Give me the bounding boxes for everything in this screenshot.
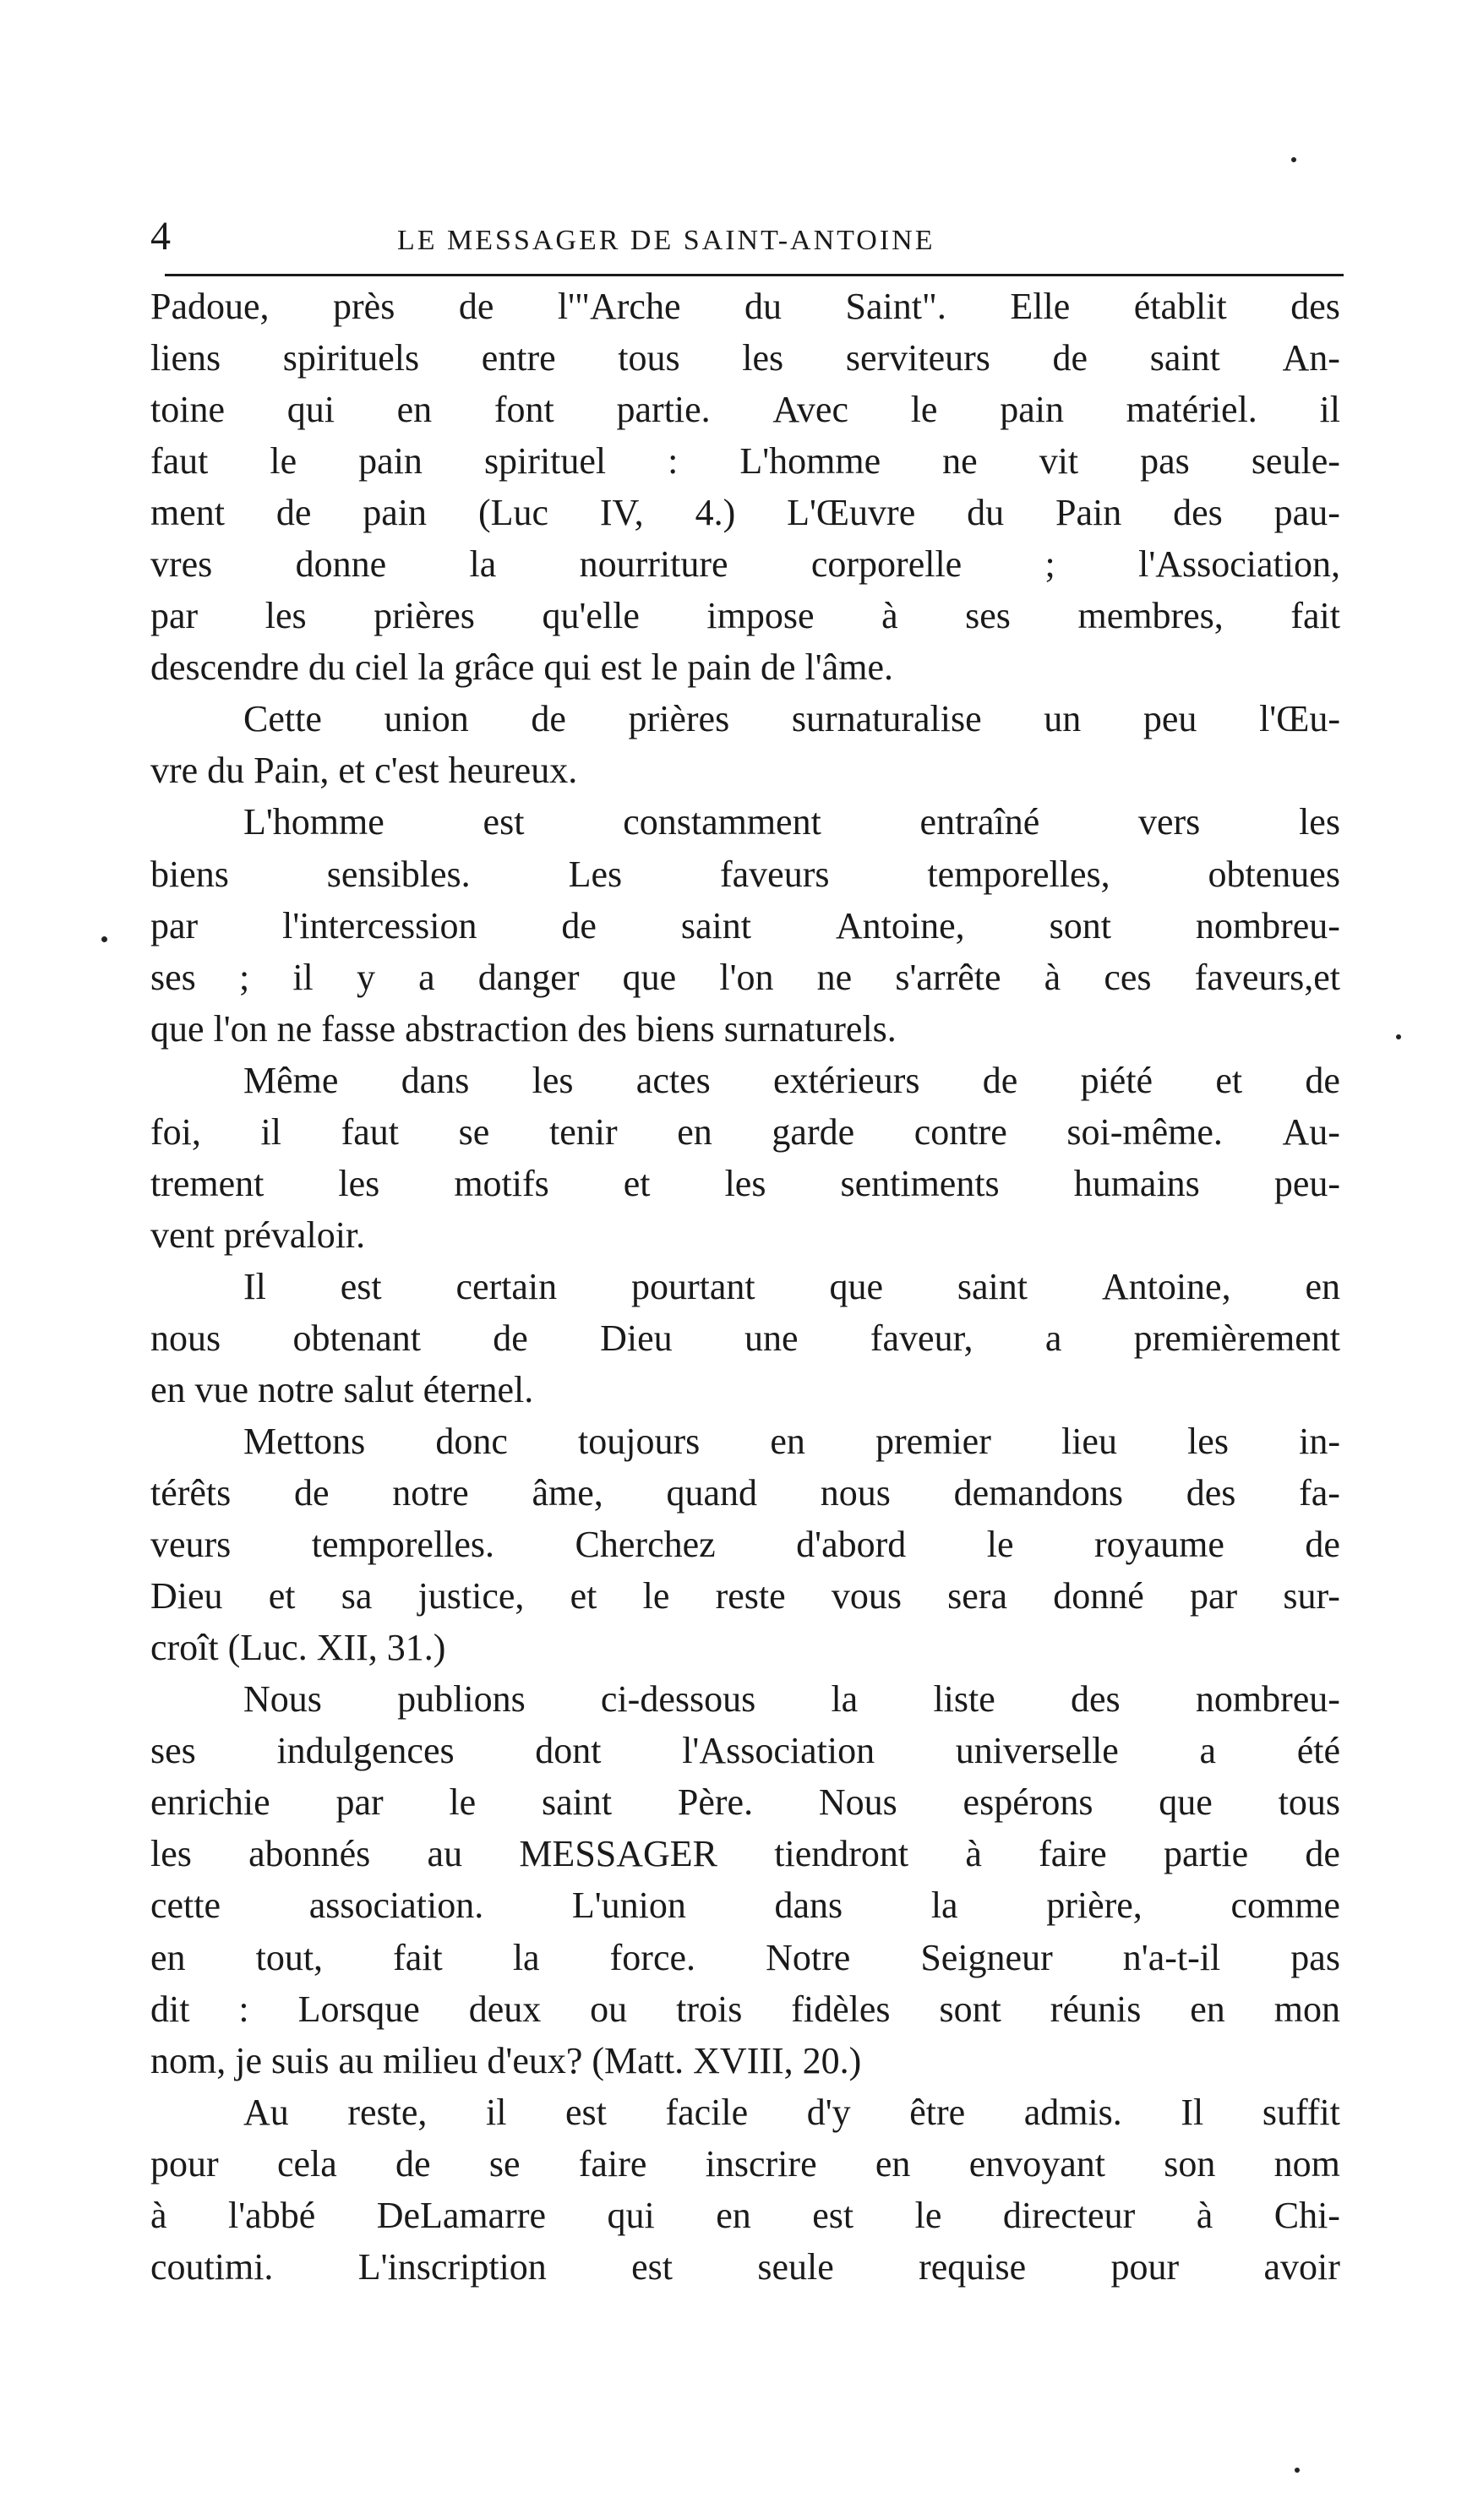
page-number: 4 bbox=[150, 214, 171, 259]
text-line: cette association. L'union dans la prière, comme bbox=[150, 1885, 1340, 1927]
text-line: foi, il faut se tenir en garde contre soi-même. Au- bbox=[150, 1110, 1340, 1153]
text-line: vres donne la nourriture corporelle ; l'Association, bbox=[150, 543, 1340, 586]
text-line: par les prières qu'elle impose à ses membres, fait bbox=[150, 595, 1340, 637]
text-line: Cette union de prières surnaturalise un peu l'Œu- bbox=[243, 698, 1340, 740]
body-text bbox=[150, 281, 1340, 2293]
text-line: Dieu et sa justice, et le reste vous sera donné par sur- bbox=[150, 1575, 1340, 1617]
text-line: que l'on ne fasse abstraction des biens surnaturels. bbox=[150, 1007, 897, 1050]
ink-speck bbox=[1291, 157, 1296, 162]
text-line: vent prévaloir. bbox=[150, 1214, 366, 1256]
text-line: vre du Pain, et c'est heureux. bbox=[150, 750, 578, 792]
ink-speck bbox=[101, 936, 107, 942]
text-line: Mettons donc toujours en premier lieu les in- bbox=[243, 1421, 1340, 1463]
text-line: enrichie par le saint Père. Nous espérons que tous bbox=[150, 1781, 1340, 1824]
text-line: croît (Luc. XII, 31.) bbox=[150, 1627, 446, 1669]
text-line: térêts de notre âme, quand nous demandons des fa- bbox=[150, 1472, 1340, 1514]
header-rule bbox=[165, 274, 1344, 276]
text-line: en tout, fait la force. Notre Seigneur n'a-t-il pas bbox=[150, 1936, 1340, 1978]
text-line: veurs temporelles. Cherchez d'abord le royaume de bbox=[150, 1524, 1340, 1566]
text-line: toine qui en font partie. Avec le pain matériel. il bbox=[150, 389, 1340, 431]
text-line: ment de pain (Luc IV, 4.) L'Œuvre du Pain des pau- bbox=[150, 492, 1340, 534]
text-line: Même dans les actes extérieurs de piété et de bbox=[243, 1059, 1340, 1101]
text-line: nom, je suis au milieu d'eux? (Matt. XVIII, 20.) bbox=[150, 2039, 862, 2081]
text-line: L'homme est constamment entraîné vers les bbox=[243, 801, 1340, 843]
text-line: par l'intercession de saint Antoine, sont nombreu- bbox=[150, 904, 1340, 946]
page-header bbox=[144, 211, 1344, 267]
text-line: ses ; il y a danger que l'on ne s'arrête à ces faveurs,et bbox=[150, 956, 1340, 998]
text-line: pour cela de se faire inscrire en envoyant son nom bbox=[150, 2142, 1340, 2185]
ink-speck bbox=[1295, 2468, 1300, 2473]
text-line: nous obtenant de Dieu une faveur, a premièrement bbox=[150, 1317, 1340, 1359]
text-line: faut le pain spirituel : L'homme ne vit pas seule- bbox=[150, 440, 1340, 483]
text-line: ses indulgences dont l'Association universelle a été bbox=[150, 1730, 1340, 1772]
text-line: liens spirituels entre tous les serviteurs de saint An- bbox=[150, 337, 1340, 379]
text-line: les abonnés au MESSAGER tiendront à faire partie de bbox=[150, 1833, 1340, 1875]
text-line: biens sensibles. Les faveurs temporelles, obtenues bbox=[150, 853, 1340, 895]
running-title: LE MESSAGER DE SAINT-ANTOINE bbox=[397, 225, 935, 256]
text-line: Au reste, il est facile d'y être admis. Il suffit bbox=[243, 2091, 1340, 2133]
text-line: Nous publions ci-dessous la liste des nombreu- bbox=[243, 1678, 1340, 1721]
text-line: en vue notre salut éternel. bbox=[150, 1368, 534, 1410]
text-line: Padoue, près de l'"Arche du Saint". Elle établit des bbox=[150, 286, 1340, 327]
text-line: trement les motifs et les sentiments humains peu- bbox=[150, 1162, 1340, 1204]
text-line: dit : Lorsque deux ou trois fidèles sont réunis en mon bbox=[150, 1988, 1340, 2030]
text-line: descendre du ciel la grâce qui est le pain de l'âme. bbox=[150, 646, 893, 689]
ink-speck bbox=[1396, 1034, 1401, 1039]
text-line: Il est certain pourtant que saint Antoine, en bbox=[243, 1265, 1340, 1307]
text-line: à l'abbé DeLamarre qui en est le directeur à Chi- bbox=[150, 2194, 1340, 2236]
text-line: coutimi. L'inscription est seule requise pour avoir bbox=[150, 2245, 1340, 2288]
